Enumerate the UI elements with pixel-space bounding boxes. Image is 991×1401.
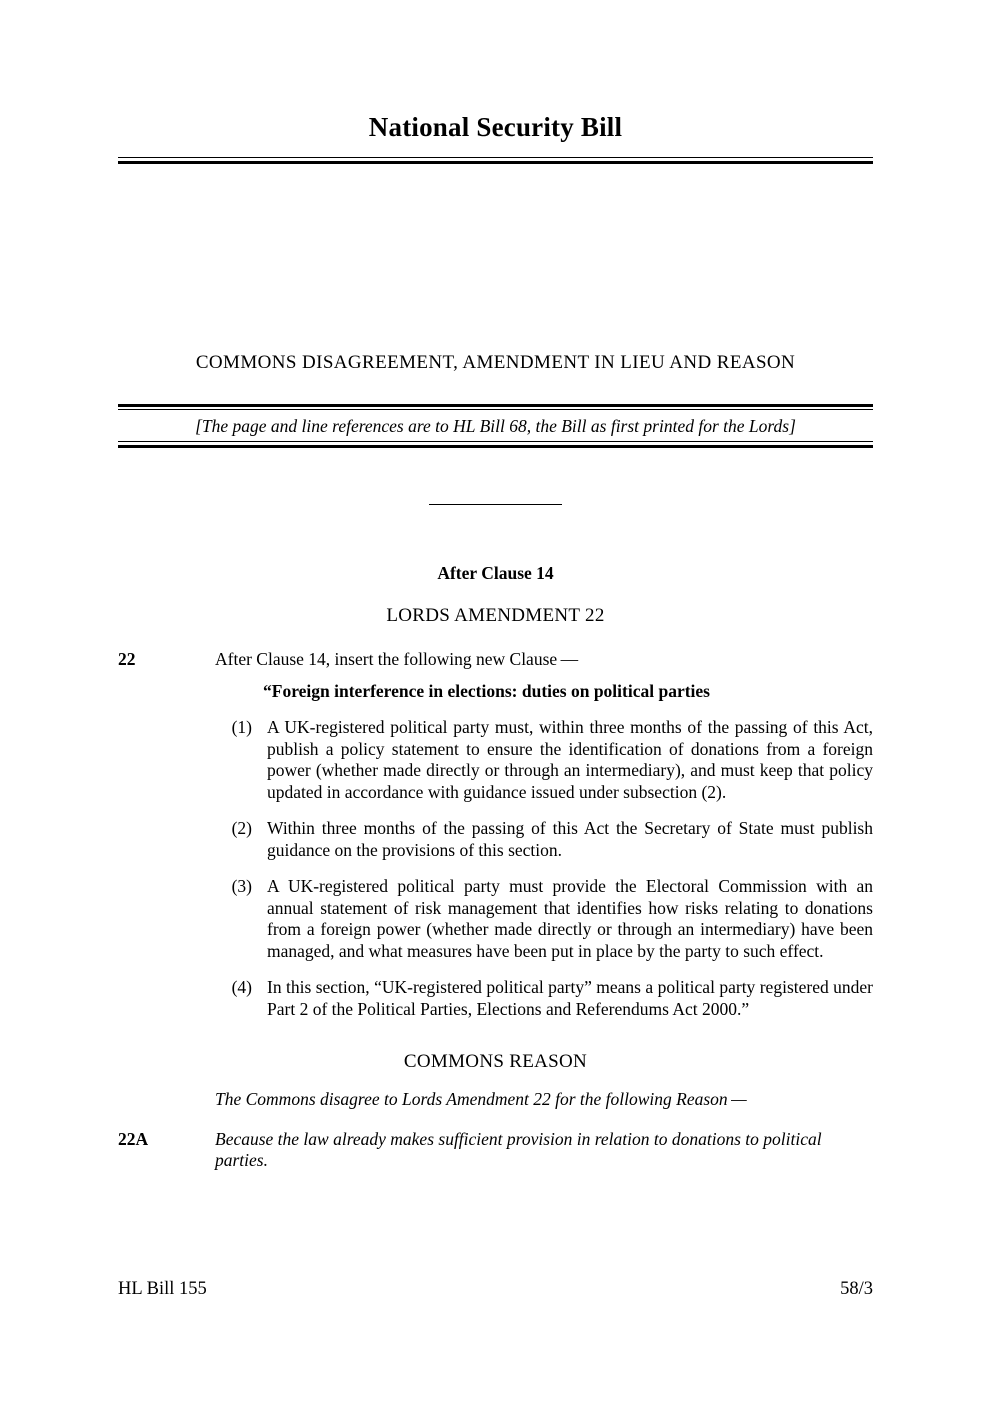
commons-reason-heading: COMMONS REASON — [403, 1051, 588, 1072]
subsection-text: Within three months of the passing of this Act the Secretary of State must publish guidance on the provisions of this section. — [267, 818, 873, 860]
page-footer — [118, 1278, 873, 1300]
section-divider — [429, 504, 562, 505]
reference-note: [The page and line references are to HL Bill 68, the Bill as first printed for the Lords] — [195, 416, 796, 436]
rule-thick-line — [118, 445, 873, 448]
subsection-row — [215, 717, 873, 803]
amendment-number: 22 — [118, 649, 136, 669]
amendment-lead-in: After Clause 14, insert the following new Clause — — [215, 649, 579, 669]
new-clause-title: “Foreign interference in elections: duties on political parties — [263, 680, 710, 701]
reason-text: Because the law already makes sufficient provision in relation to donations to political parties. — [215, 1128, 822, 1170]
section-heading: COMMONS DISAGREEMENT, AMENDMENT IN LIEU AND REASON — [195, 351, 796, 373]
reference-note-box — [118, 404, 873, 448]
subsection-row — [215, 818, 873, 861]
amendment-body — [215, 649, 873, 1020]
rule-thin-line — [118, 157, 873, 158]
note-bottom-rule — [118, 441, 873, 448]
reason-number: 22A — [118, 1128, 149, 1149]
rule-thick-line — [118, 404, 873, 407]
reason-lead-in: The Commons disagree to Lords Amendment 22 for the following Reason — — [215, 1089, 747, 1109]
subsection-number: (4) — [231, 977, 252, 997]
page-title: National Security Bill — [368, 112, 623, 142]
subsection-row — [215, 876, 873, 962]
bill-reference: HL Bill 155 — [118, 1279, 207, 1299]
session-reference: 58/3 — [840, 1279, 873, 1299]
subsection-text: A UK-registered political party must, within three months of the passing of this Act, publish a policy statement to ensure the identification of donations from a foreign power (whether made directly or through an intermediary), and must keep that policy updated in accordance with guidance issued under subsection (2). — [267, 717, 873, 802]
subsection-number: (1) — [231, 717, 252, 737]
subsection-text: In this section, “UK-registered political party” means a political party registered under Part 2 of the Political Parties, Elections and Referendums Act 2000.” — [267, 977, 873, 1019]
rule-thin-line — [118, 441, 873, 442]
amendment-heading: LORDS AMENDMENT 22 — [386, 605, 605, 626]
reason-block — [118, 1129, 873, 1172]
subsection-number: (3) — [231, 876, 252, 896]
subsection-row — [215, 977, 873, 1020]
title-double-rule — [118, 157, 873, 164]
amendment-block — [118, 649, 873, 1020]
subsection-text: A UK-registered political party must provide the Electoral Commission with an annual statement of risk management that identifies how risks relating to donations from a foreign power (whether made directly or through an intermediary) have been managed, and what measures have been put in place by the party to such effect. — [267, 876, 873, 961]
subsection-number: (2) — [231, 818, 252, 838]
clause-heading: After Clause 14 — [437, 562, 554, 583]
rule-thick-line — [118, 161, 873, 164]
